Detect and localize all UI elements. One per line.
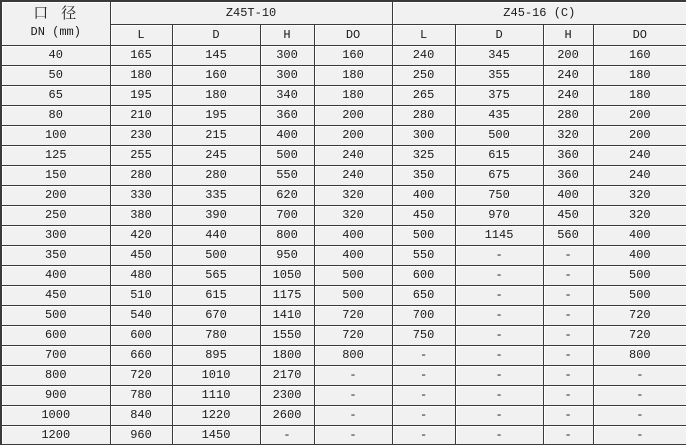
cell-z45t10-do: 240 [314, 145, 392, 165]
cell-z45t10-d: 1110 [172, 385, 260, 405]
cell-dn: 80 [1, 105, 110, 125]
table-row [1, 105, 686, 125]
cell-z4516c-d: 1145 [455, 225, 543, 245]
cell-z45t10-h: 500 [260, 145, 314, 165]
cell-z4516c-l: 400 [392, 185, 455, 205]
cell-z4516c-do: 240 [593, 165, 686, 185]
cell-z4516c-d: 615 [455, 145, 543, 165]
header-z45t10-d: D [172, 24, 260, 45]
cell-z45t10-do: - [314, 405, 392, 425]
cell-z4516c-l: 550 [392, 245, 455, 265]
cell-z45t10-h: 620 [260, 185, 314, 205]
header-dn-label-unit: DN (mm) [30, 25, 81, 40]
table-row [1, 305, 686, 325]
header-dn [1, 1, 110, 45]
cell-z4516c-do: 400 [593, 245, 686, 265]
cell-z4516c-h: - [543, 305, 593, 325]
cell-z45t10-do: 720 [314, 305, 392, 325]
cell-z45t10-d: 1450 [172, 425, 260, 445]
cell-z45t10-h: 360 [260, 105, 314, 125]
cell-z4516c-l: - [392, 365, 455, 385]
table-row [1, 145, 686, 165]
cell-z45t10-h: 2300 [260, 385, 314, 405]
header-z4516c-d: D [455, 24, 543, 45]
cell-z45t10-h: 340 [260, 85, 314, 105]
cell-dn: 65 [1, 85, 110, 105]
cell-z4516c-do: 500 [593, 265, 686, 285]
cell-z45t10-l: 230 [110, 125, 172, 145]
table-row [1, 285, 686, 305]
cell-z4516c-do: 160 [593, 45, 686, 65]
cell-z4516c-l: 300 [392, 125, 455, 145]
cell-z45t10-l: 420 [110, 225, 172, 245]
cell-z4516c-l: 600 [392, 265, 455, 285]
cell-z4516c-do: 400 [593, 225, 686, 245]
cell-z4516c-l: 650 [392, 285, 455, 305]
cell-dn: 100 [1, 125, 110, 145]
cell-z4516c-d: - [455, 245, 543, 265]
cell-z4516c-l: 240 [392, 45, 455, 65]
cell-z4516c-l: 280 [392, 105, 455, 125]
cell-z4516c-d: 435 [455, 105, 543, 125]
cell-z4516c-h: 360 [543, 145, 593, 165]
table-row [1, 245, 686, 265]
cell-z45t10-l: 600 [110, 325, 172, 345]
cell-z4516c-do: - [593, 385, 686, 405]
table-row [1, 85, 686, 105]
cell-z45t10-do: 200 [314, 105, 392, 125]
cell-z45t10-d: 215 [172, 125, 260, 145]
cell-z4516c-do: 720 [593, 325, 686, 345]
cell-z4516c-d: - [455, 405, 543, 425]
cell-z45t10-d: 390 [172, 205, 260, 225]
table-row [1, 265, 686, 285]
cell-z4516c-do: 320 [593, 185, 686, 205]
cell-z4516c-d: 345 [455, 45, 543, 65]
header-z45t10-h: H [260, 24, 314, 45]
cell-z4516c-h: 240 [543, 85, 593, 105]
cell-z45t10-d: 245 [172, 145, 260, 165]
table-row [1, 425, 686, 445]
cell-z4516c-d: - [455, 365, 543, 385]
cell-z4516c-h: 280 [543, 105, 593, 125]
cell-z45t10-do: - [314, 425, 392, 445]
cell-z45t10-h: 400 [260, 125, 314, 145]
cell-z45t10-h: 1050 [260, 265, 314, 285]
cell-z45t10-l: 195 [110, 85, 172, 105]
cell-z4516c-h: 400 [543, 185, 593, 205]
cell-z4516c-do: 180 [593, 65, 686, 85]
cell-z45t10-d: 895 [172, 345, 260, 365]
cell-z45t10-h: 1800 [260, 345, 314, 365]
header-z4516c-h: H [543, 24, 593, 45]
cell-z45t10-do: 800 [314, 345, 392, 365]
cell-z4516c-d: - [455, 325, 543, 345]
cell-z45t10-h: 1550 [260, 325, 314, 345]
cell-z4516c-d: - [455, 345, 543, 365]
cell-z45t10-h: 300 [260, 65, 314, 85]
cell-z4516c-h: 360 [543, 165, 593, 185]
header-group-z4516c: Z45-16 (C) [392, 1, 686, 24]
cell-z4516c-h: 320 [543, 125, 593, 145]
cell-z45t10-do: 500 [314, 285, 392, 305]
cell-z4516c-d: 500 [455, 125, 543, 145]
cell-z4516c-d: 970 [455, 205, 543, 225]
header-dn-label-cn: 口 径 [33, 6, 79, 24]
cell-z45t10-do: - [314, 365, 392, 385]
cell-z4516c-h: - [543, 265, 593, 285]
cell-dn: 1000 [1, 405, 110, 425]
cell-dn: 250 [1, 205, 110, 225]
cell-z45t10-l: 330 [110, 185, 172, 205]
cell-z4516c-do: 500 [593, 285, 686, 305]
cell-dn: 600 [1, 325, 110, 345]
cell-z4516c-h: - [543, 385, 593, 405]
table-row [1, 405, 686, 425]
cell-z45t10-do: 720 [314, 325, 392, 345]
table-row [1, 65, 686, 85]
cell-z45t10-h: 950 [260, 245, 314, 265]
table-row [1, 125, 686, 145]
table-row [1, 165, 686, 185]
cell-z45t10-d: 565 [172, 265, 260, 285]
cell-dn: 200 [1, 185, 110, 205]
table-row [1, 225, 686, 245]
cell-z4516c-h: - [543, 345, 593, 365]
cell-z45t10-h: 700 [260, 205, 314, 225]
table-body [1, 45, 686, 445]
cell-z4516c-l: 350 [392, 165, 455, 185]
cell-z45t10-l: 720 [110, 365, 172, 385]
cell-z45t10-l: 210 [110, 105, 172, 125]
cell-z4516c-do: 720 [593, 305, 686, 325]
cell-dn: 300 [1, 225, 110, 245]
cell-z45t10-d: 440 [172, 225, 260, 245]
cell-z45t10-l: 280 [110, 165, 172, 185]
cell-z4516c-do: 200 [593, 105, 686, 125]
cell-z45t10-h: 300 [260, 45, 314, 65]
cell-z45t10-do: - [314, 385, 392, 405]
header-z45t10-l: L [110, 24, 172, 45]
table-row [1, 45, 686, 65]
cell-z4516c-d: - [455, 265, 543, 285]
cell-z4516c-do: 240 [593, 145, 686, 165]
cell-z45t10-l: 660 [110, 345, 172, 365]
cell-z45t10-l: 960 [110, 425, 172, 445]
cell-z4516c-h: - [543, 245, 593, 265]
cell-dn: 150 [1, 165, 110, 185]
cell-z4516c-d: - [455, 385, 543, 405]
cell-z45t10-l: 540 [110, 305, 172, 325]
cell-z4516c-l: 750 [392, 325, 455, 345]
cell-z45t10-l: 450 [110, 245, 172, 265]
cell-z4516c-h: 450 [543, 205, 593, 225]
cell-dn: 450 [1, 285, 110, 305]
header-group-row [1, 1, 686, 24]
cell-z45t10-d: 1010 [172, 365, 260, 385]
cell-z45t10-do: 200 [314, 125, 392, 145]
cell-z45t10-h: 800 [260, 225, 314, 245]
cell-z4516c-h: 560 [543, 225, 593, 245]
cell-z4516c-d: - [455, 425, 543, 445]
cell-z45t10-do: 240 [314, 165, 392, 185]
cell-dn: 50 [1, 65, 110, 85]
cell-dn: 800 [1, 365, 110, 385]
cell-z4516c-d: - [455, 285, 543, 305]
cell-z4516c-d: 375 [455, 85, 543, 105]
cell-z4516c-h: 200 [543, 45, 593, 65]
cell-z45t10-l: 380 [110, 205, 172, 225]
cell-z4516c-h: - [543, 325, 593, 345]
table-row [1, 325, 686, 345]
cell-z45t10-d: 1220 [172, 405, 260, 425]
cell-dn: 350 [1, 245, 110, 265]
cell-z4516c-l: 500 [392, 225, 455, 245]
cell-z45t10-d: 670 [172, 305, 260, 325]
cell-z45t10-do: 180 [314, 65, 392, 85]
cell-z4516c-do: - [593, 405, 686, 425]
cell-z45t10-d: 145 [172, 45, 260, 65]
cell-z4516c-l: 325 [392, 145, 455, 165]
table-row [1, 345, 686, 365]
cell-z4516c-l: 700 [392, 305, 455, 325]
cell-z4516c-do: 200 [593, 125, 686, 145]
cell-dn: 900 [1, 385, 110, 405]
table-row [1, 185, 686, 205]
cell-z45t10-d: 280 [172, 165, 260, 185]
cell-z45t10-l: 480 [110, 265, 172, 285]
cell-z45t10-d: 615 [172, 285, 260, 305]
cell-z45t10-h: 2600 [260, 405, 314, 425]
cell-z4516c-do: 320 [593, 205, 686, 225]
cell-z4516c-do: 180 [593, 85, 686, 105]
cell-z45t10-d: 180 [172, 85, 260, 105]
cell-z45t10-d: 160 [172, 65, 260, 85]
cell-z4516c-l: 265 [392, 85, 455, 105]
cell-z4516c-h: - [543, 365, 593, 385]
cell-z4516c-h: - [543, 405, 593, 425]
cell-z45t10-d: 335 [172, 185, 260, 205]
cell-z45t10-d: 780 [172, 325, 260, 345]
cell-z4516c-h: 240 [543, 65, 593, 85]
cell-dn: 700 [1, 345, 110, 365]
cell-z45t10-d: 195 [172, 105, 260, 125]
cell-dn: 40 [1, 45, 110, 65]
cell-z45t10-l: 510 [110, 285, 172, 305]
cell-z45t10-l: 255 [110, 145, 172, 165]
header-z4516c-l: L [392, 24, 455, 45]
cell-z45t10-do: 320 [314, 185, 392, 205]
cell-z45t10-h: 1410 [260, 305, 314, 325]
cell-z4516c-h: - [543, 425, 593, 445]
header-group-z45t10: Z45T-10 [110, 1, 392, 24]
cell-z4516c-d: 675 [455, 165, 543, 185]
cell-z45t10-h: 1175 [260, 285, 314, 305]
cell-z4516c-h: - [543, 285, 593, 305]
cell-z4516c-d: 355 [455, 65, 543, 85]
cell-z45t10-do: 500 [314, 265, 392, 285]
cell-z4516c-l: - [392, 385, 455, 405]
cell-z45t10-l: 840 [110, 405, 172, 425]
header-z45t10-do: DO [314, 24, 392, 45]
cell-z4516c-do: - [593, 365, 686, 385]
cell-z45t10-h: 550 [260, 165, 314, 185]
cell-dn: 1200 [1, 425, 110, 445]
cell-z4516c-l: 450 [392, 205, 455, 225]
cell-z4516c-do: 800 [593, 345, 686, 365]
cell-z45t10-l: 165 [110, 45, 172, 65]
cell-z45t10-do: 320 [314, 205, 392, 225]
cell-z45t10-do: 400 [314, 225, 392, 245]
cell-z4516c-d: - [455, 305, 543, 325]
cell-dn: 125 [1, 145, 110, 165]
cell-z45t10-l: 180 [110, 65, 172, 85]
cell-z4516c-l: - [392, 345, 455, 365]
cell-z45t10-h: - [260, 425, 314, 445]
cell-z4516c-l: - [392, 425, 455, 445]
cell-z45t10-h: 2170 [260, 365, 314, 385]
cell-dn: 400 [1, 265, 110, 285]
cell-z45t10-do: 180 [314, 85, 392, 105]
cell-z45t10-d: 500 [172, 245, 260, 265]
cell-dn: 500 [1, 305, 110, 325]
table-header [1, 1, 686, 45]
table-row [1, 365, 686, 385]
cell-z45t10-do: 160 [314, 45, 392, 65]
cell-z45t10-l: 780 [110, 385, 172, 405]
table-row [1, 385, 686, 405]
cell-z45t10-do: 400 [314, 245, 392, 265]
cell-z4516c-l: 250 [392, 65, 455, 85]
header-z4516c-do: DO [593, 24, 686, 45]
table-row [1, 205, 686, 225]
cell-z4516c-do: - [593, 425, 686, 445]
cell-z4516c-l: - [392, 405, 455, 425]
cell-z4516c-d: 750 [455, 185, 543, 205]
